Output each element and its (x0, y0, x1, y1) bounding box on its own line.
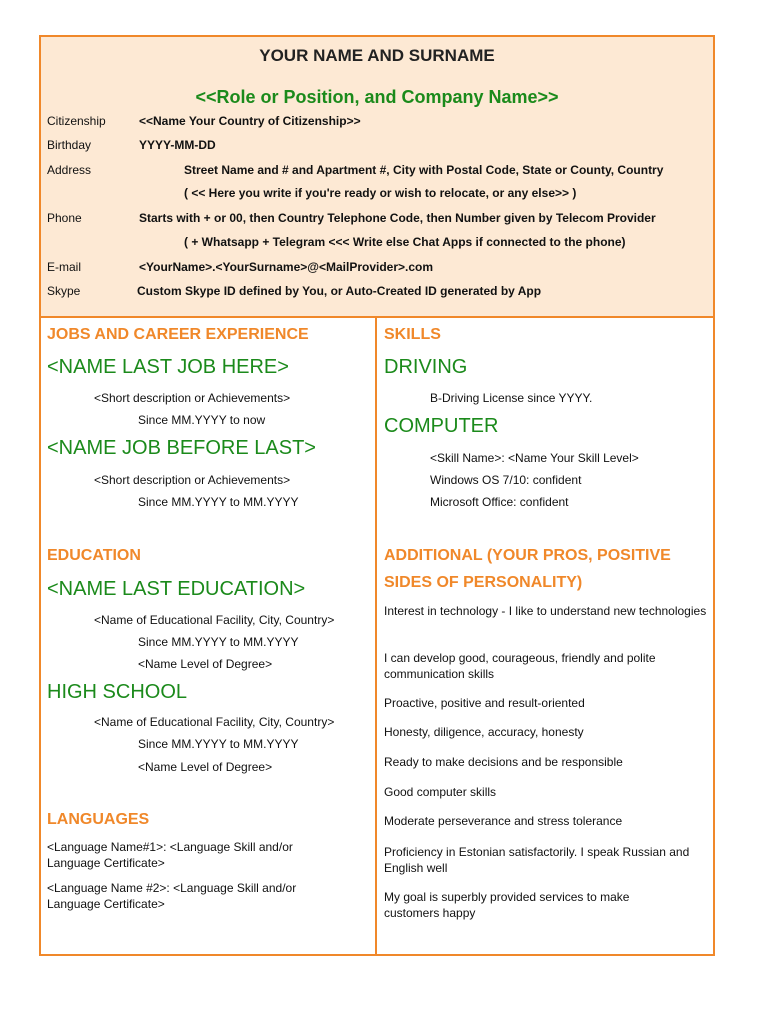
education2-dates: Since MM.YYYY to MM.YYYY (138, 737, 299, 751)
additional-item: Ready to make decisions and be responsible (384, 755, 623, 769)
additional-heading-line1: ADDITIONAL (YOUR PROS, POSITIVE (384, 547, 671, 564)
skype-label: Skype (47, 284, 81, 298)
education1-facility: <Name of Educational Facility, City, Country> (94, 613, 335, 627)
additional-item: Honesty, diligence, accuracy, honesty (384, 725, 584, 739)
header-panel (41, 37, 713, 318)
computer-title: COMPUTER (384, 415, 499, 437)
additional-item: Good computer skills (384, 785, 497, 799)
education1-degree: <Name Level of Degree> (138, 657, 273, 671)
additional-item: My goal is superbly provided services to make customers happy (384, 890, 630, 920)
skype-value: Custom Skype ID defined by You, or Auto-Created ID generated by App (137, 284, 542, 298)
phone-note: ( + Whatsapp + Telegram <<< Write else Chat Apps if connected to the phone) (184, 235, 626, 249)
address-label: Address (47, 163, 92, 177)
computer-skill-item: Windows OS 7/10: confident (430, 473, 582, 487)
computer-skill-item: Microsoft Office: confident (430, 495, 569, 509)
driving-title: DRIVING (384, 356, 468, 378)
education2-facility: <Name of Educational Facility, City, Country> (94, 715, 335, 729)
birthday-value: YYYY-MM-DD (139, 138, 216, 152)
education2-degree: <Name Level of Degree> (138, 760, 273, 774)
language-item-2: <Language Name #2>: <Language Skill and/or Language Certificate> (47, 881, 297, 911)
address-value: Street Name and # and Apartment #, City with Postal Code, State or County, Country (184, 163, 664, 177)
languages-heading: LANGUAGES (47, 811, 150, 828)
driving-item: B-Driving License since YYYY. (430, 391, 593, 405)
full-name: YOUR NAME AND SURNAME (259, 46, 495, 65)
additional-item: Moderate perseverance and stress tolerance (384, 814, 623, 828)
birthday-label: Birthday (47, 138, 92, 152)
education2-title: HIGH SCHOOL (47, 681, 188, 703)
education1-dates: Since MM.YYYY to MM.YYYY (138, 635, 299, 649)
phone-label: Phone (47, 211, 82, 225)
skills-heading: SKILLS (384, 326, 441, 343)
email-label: E-mail (47, 260, 82, 274)
job2-title: <NAME JOB BEFORE LAST> (47, 437, 316, 459)
role-position: <<Role or Position, and Company Name>> (195, 87, 559, 107)
additional-item: Interest in technology - I like to understand new technologies (384, 604, 707, 618)
citizenship-label: Citizenship (47, 114, 106, 128)
education1-title: <NAME LAST EDUCATION> (47, 578, 306, 600)
additional-heading-line2: SIDES OF PERSONALITY) (384, 574, 583, 591)
computer-skill-item: <Skill Name>: <Name Your Skill Level> (430, 451, 639, 465)
address-note: ( << Here you write if you're ready or wish to relocate, or any else>> ) (184, 186, 577, 200)
additional-item: Proficiency in Estonian satisfactorily. I speak Russian and English well (384, 845, 690, 875)
job1-description: <Short description or Achievements> (94, 391, 291, 405)
job2-description: <Short description or Achievements> (94, 473, 291, 487)
email-value: <YourName>.<YourSurname>@<MailProvider>.com (139, 260, 434, 274)
job2-dates: Since MM.YYYY to MM.YYYY (138, 495, 299, 509)
phone-value: Starts with + or 00, then Country Telephone Code, then Number given by Telecom Provider (139, 211, 656, 225)
job1-title: <NAME LAST JOB HERE> (47, 356, 289, 378)
citizenship-value: <<Name Your Country of Citizenship>> (139, 114, 361, 128)
language-item-1: <Language Name#1>: <Language Skill and/or Language Certificate> (47, 840, 293, 870)
jobs-heading: JOBS AND CAREER EXPERIENCE (47, 326, 309, 343)
additional-item: Proactive, positive and result-oriented (384, 696, 585, 710)
additional-item: I can develop good, courageous, friendly and polite communication skills (384, 651, 656, 681)
education-heading: EDUCATION (47, 547, 141, 564)
job1-dates: Since MM.YYYY to now (138, 413, 266, 427)
column-divider (375, 318, 377, 954)
